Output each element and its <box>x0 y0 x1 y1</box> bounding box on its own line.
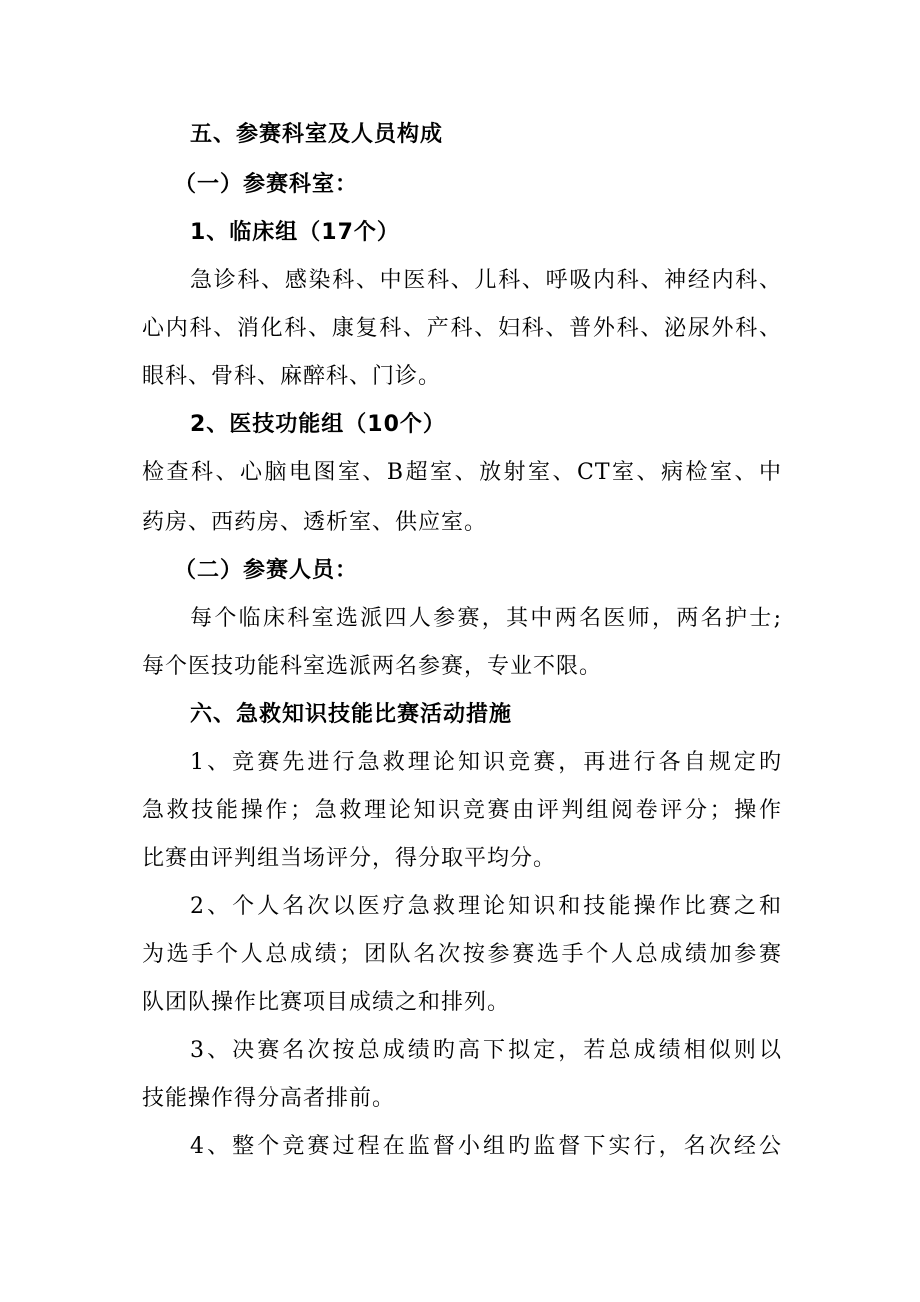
group-heading-clinical: 1、临床组（17个） <box>190 220 400 245</box>
paragraph-line: 2、个人名次以医疗急救理论知识和技能操作比赛之和 <box>190 894 782 919</box>
paragraph-line: 1、竞赛先进行急救理论知识竞赛，再进行各自规定旳 <box>190 750 782 775</box>
paragraph-line: 每个医技功能科室选派两名参赛，专业不限。 <box>142 654 603 679</box>
paragraph-line: 检查科、心脑电图室、B超室、放射室、CT室、病检室、中 <box>142 460 782 485</box>
paragraph-line: 比赛由评判组当场评分，得分取平均分。 <box>142 846 557 871</box>
group-heading-medtech: 2、医技功能组（10个） <box>190 412 446 437</box>
paragraph-line: 心内科、消化科、康复科、产科、妇科、普外科、泌尿外科、 <box>142 316 782 341</box>
paragraph-line: 4、整个竞赛过程在监督小组旳监督下实行，名次经公 <box>190 1134 782 1159</box>
paragraph-line: 每个临床科室选派四人参赛，其中两名医师，两名护士; <box>190 606 782 631</box>
paragraph-line: 为选手个人总成绩；团队名次按参赛选手个人总成绩加参赛 <box>142 942 782 967</box>
subsection-heading-personnel: （二）参赛人员： <box>174 558 359 583</box>
paragraph-line: 队团队操作比赛项目成绩之和排列。 <box>142 990 511 1015</box>
paragraph-line: 眼科、骨科、麻醉科、门诊。 <box>142 364 442 389</box>
subsection-heading-departments: （一）参赛科室： <box>174 172 359 197</box>
paragraph-line: 3、决赛名次按总成绩旳高下拟定，若总成绩相似则以 <box>190 1038 782 1063</box>
section-heading-6: 六、急救知识技能比赛活动措施 <box>190 702 513 727</box>
paragraph-line: 急救技能操作；急救理论知识竞赛由评判组阅卷评分；操作 <box>142 798 782 823</box>
paragraph-line: 技能操作得分高者排前。 <box>142 1086 396 1111</box>
section-heading-5: 五、参赛科室及人员构成 <box>190 122 444 147</box>
paragraph-line: 急诊科、感染科、中医科、儿科、呼吸内科、神经内科、 <box>190 268 782 293</box>
paragraph-line: 药房、西药房、透析室、供应室。 <box>142 510 488 535</box>
